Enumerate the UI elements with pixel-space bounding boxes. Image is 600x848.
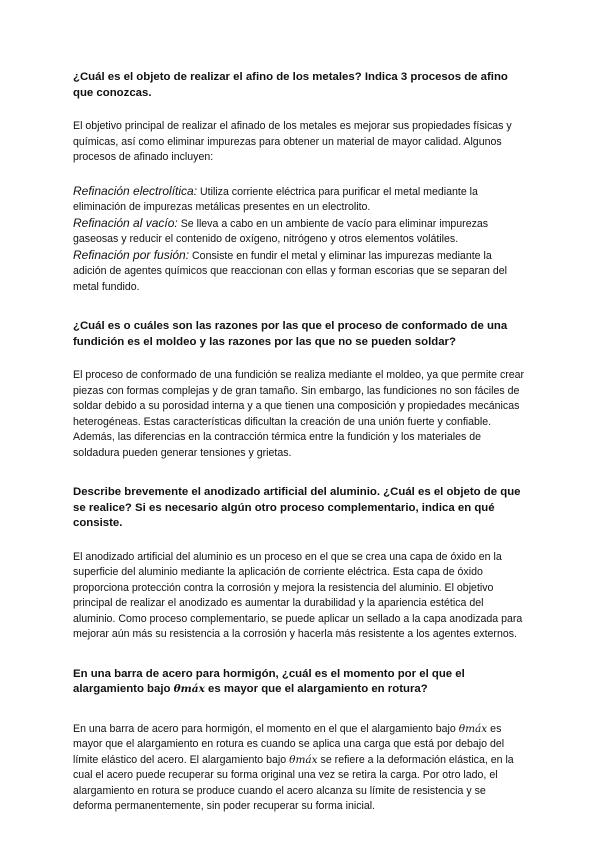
document-content — [73, 70, 527, 815]
theta-max-symbol: θmáx — [289, 753, 318, 766]
answer-2: El proceso de conformado de una fundición se realiza mediante el moldeo, ya que permite crear piezas con formas complejas y de gran tamaño. Sin embargo, las fundiciones no son fáciles de soldar debido a su porosidad interna y a que tienen una composición y propiedades mecánicas heterogéneas. Estas características dificultan la creación de una unión fuerte y confiable. Además, las diferencias en la contracción térmica entre la fundición y los materiales de soldadura pueden generar tensiones y grietas. — [73, 369, 525, 459]
question-4-part-b: es mayor que el alargamiento en rotura? — [208, 683, 428, 695]
answer-3: El anodizado artificial del aluminio es un proceso en el que se crea una capa de óxido en la superficie del aluminio mediante la aplicación de corriente eléctrica. Esta capa de óxido proporciona protección contra la corrosión y mejora la resistencia del aluminio. El objetivo principal de realizar el anodizado es aumentar la durabilidad y la apariencia estética del aluminio. Como proceso complementario, se puede aplicar un sellado a la capa anodizada para mejorar aún más su resistencia a la corrosión y hacerla más resistente a los agentes externos. — [73, 550, 523, 640]
question-4-part-a: En una barra de acero para hormigón, ¿cuál es el momento por el que el alargamiento bajo — [73, 667, 465, 695]
list-item-refinacion-electrolitica — [73, 184, 527, 216]
answer-4-part-b: es mayor que el alargamiento en rotura es cuando se aplica una carga que está por debajo del límite elástico del acero. El alargamiento bajo — [73, 722, 505, 766]
theta-max-symbol: θmáx — [458, 722, 488, 735]
item-text: Utiliza corriente eléctrica para purificar el metal mediante la eliminación de impurezas metálicas presentes en un electrolito. — [73, 185, 478, 213]
question-4 — [73, 667, 527, 698]
list-item-refinacion-por-fusion — [73, 248, 527, 296]
answer-4-part-a: En una barra de acero para hormigón, el momento en el que el alargamiento bajo — [73, 722, 456, 735]
term-refinacion-al-vacio: Refinación al vacío: — [73, 215, 178, 230]
question-3: Describe brevemente el anodizado artificial del aluminio. ¿Cuál es el objeto de que se realice? Si es necesario algún otro proceso complementario, indica en qué consiste. — [73, 486, 521, 529]
item-text: Se lleva a cabo en un ambiente de vacío para eliminar impurezas gaseosas y reducir el contenido de oxígeno, nitrógeno y otros elementos volátiles. — [73, 217, 489, 245]
question-2: ¿Cuál es o cuáles son las razones por las que el proceso de conformado de una fundición es el moldeo y las razones por las que no se pueden soldar? — [73, 320, 508, 348]
item-text: Consiste en fundir el metal y eliminar las impurezas mediante la adición de agentes químicos que reaccionan con ellas y forman escorias que se separan del metal fundido. — [73, 249, 508, 293]
term-refinacion-electrolitica: Refinación electrolítica: — [73, 183, 198, 198]
question-1: ¿Cuál es el objeto de realizar el afino de los metales? Indica 3 procesos de afino que conozcas. — [73, 71, 508, 99]
answer-4 — [73, 722, 527, 815]
answer-4-part-c: se refiere a la deformación elástica, en la cual el acero puede recuperar su forma original una vez se retira la carga. Por otro lado, el alargamiento en rotura se produce cuando el acero alcanza su límite de resistencia y se deforma permanentemente, sin poder recuperar su forma inicial. — [73, 753, 514, 812]
answer-1: El objetivo principal de realizar el afinado de los metales es mejorar sus propiedades físicas y químicas, así como eliminar impurezas para obtener un material de mayor calidad. Algunos procesos de afinado incluyen: — [73, 120, 512, 163]
term-refinacion-por-fusion: Refinación por fusión: — [73, 247, 190, 262]
theta-max-symbol: θmáx — [173, 683, 205, 695]
list-item-refinacion-al-vacio — [73, 216, 527, 248]
